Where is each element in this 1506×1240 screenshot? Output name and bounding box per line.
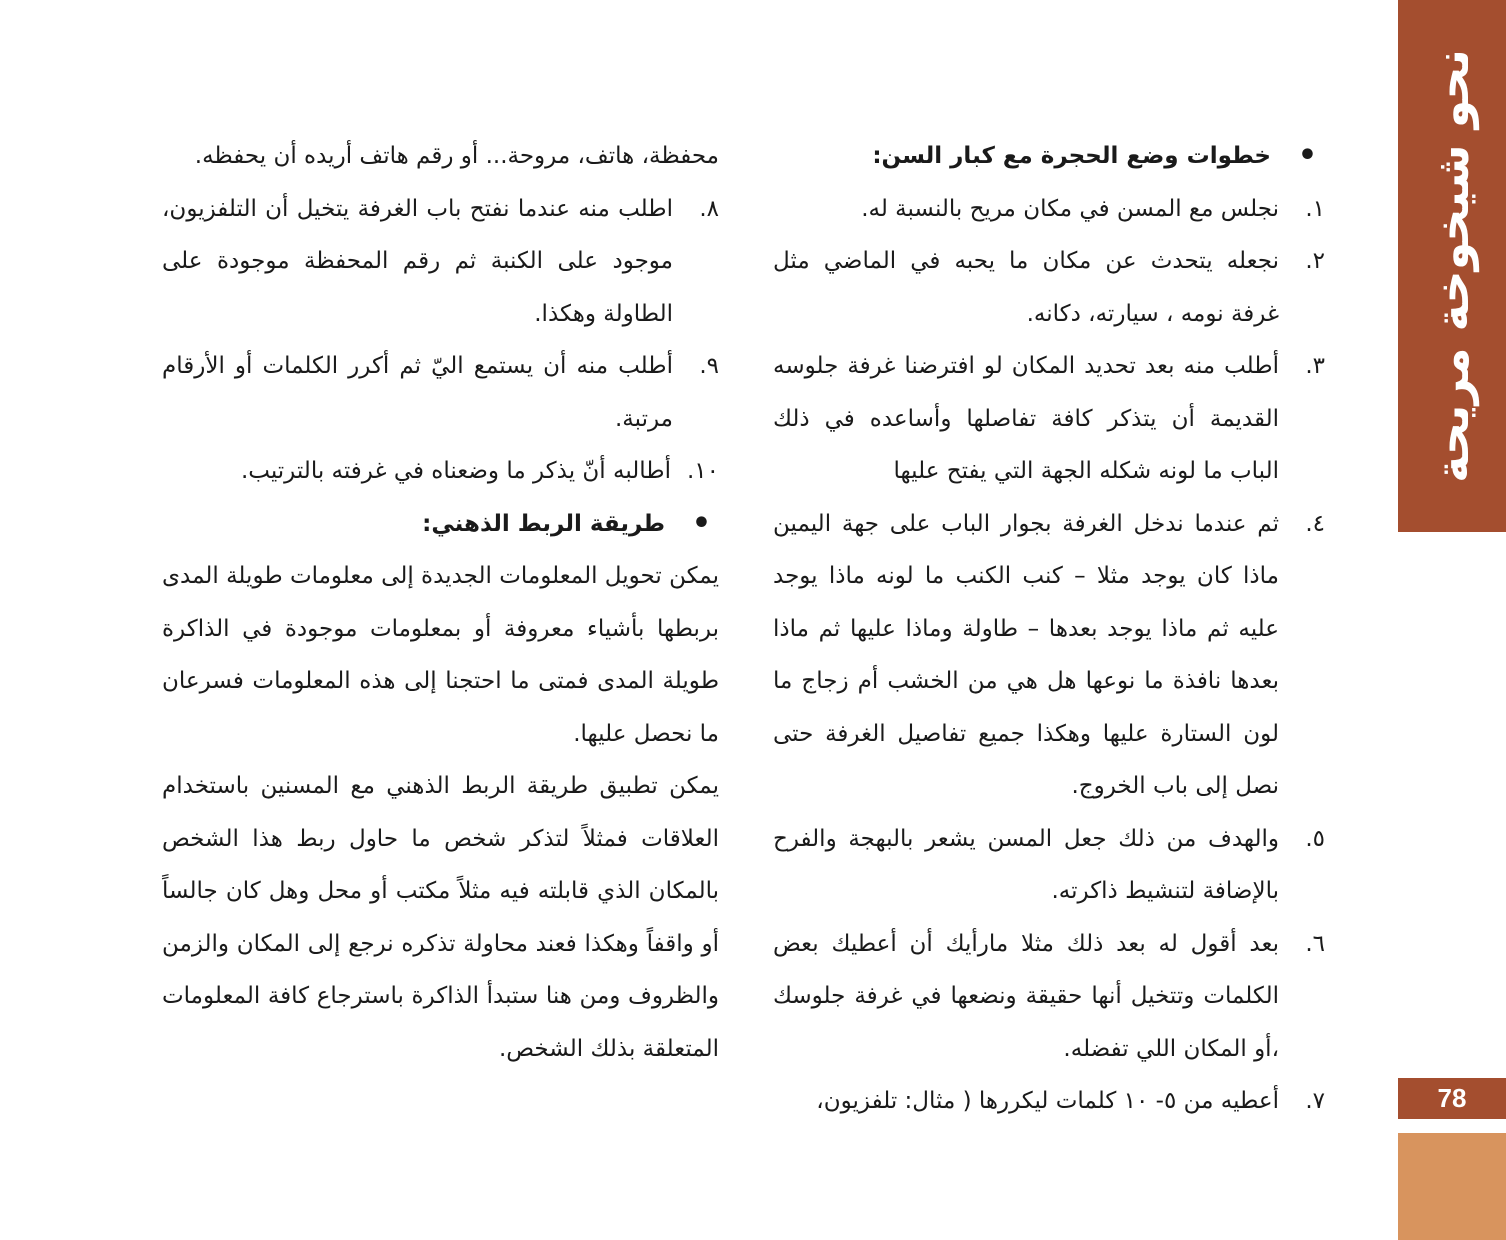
section-heading-steps: • خطوات وضع الحجرة مع كبار السن: [773,130,1325,183]
paragraph: يمكن تطبيق طريقة الربط الذهني مع المسنين باستخدام العلاقات فمثلاً لتذكر شخص ما حاول ربط هذا الشخص بالمكان الذي قابلته فيه مثلاً مكتب أو محل وهل كان جالساً أو واقفاً وهكذا فعند محاولة تذكره نرجع إلى المكان والزمن والظروف ومن هنا ستبدأ الذاكرة باسترجاع كافة المعلومات المتعلقة بذلك الشخص. [162,773,719,1062]
section-heading-mental-linking: • طريقة الربط الذهني: [162,498,719,551]
side-title-text: نحو شيخوخة مريحة [1425,49,1480,483]
list-item: ٦. بعد أقول له بعد ذلك مثلا مارأيك أن أعطيك بعض الكلمات وتتخيل أنها حقيقة ونضعها في غرفة جلوسك ،أو المكان اللي تفضله. [773,930,1325,1062]
list-item: ٢. نجعله يتحدث عن مكان ما يحبه في الماضي مثل غرفة نومه ، سيارته، دكانه. [773,248,1325,327]
list-item: ٣. أطلب منه بعد تحديد المكان لو افترضنا غرفة جلوسه القديمة أن يتذكر كافة تفاصلها وأساعده في ذلك الباب ما لونه شكله الجهة التي يفتح عليها [773,353,1325,484]
continuation-text: محفظة، هاتف، مروحة... أو رقم هاتف أريده أن يحفظه. [194,143,719,169]
list-item: ٥. والهدف من ذلك جعل المسن يشعر بالبهجة والفرح بالإضافة لتنشيط ذاكرته. [773,825,1325,904]
list-item: ٩. أطلب منه أن يستمع اليّ ثم أكرر الكلمات أو الأرقام مرتبة. [162,353,719,432]
left-column [162,130,719,1075]
side-title [1398,0,1506,532]
bullet-icon: • [1297,138,1317,173]
page-number: 78 [1398,1078,1506,1119]
decorative-block [1398,1133,1506,1240]
list-item: ١. نجلس مع المسن في مكان مريح بالنسبة له. [861,195,1325,222]
list-item: ٤. ثم عندما ندخل الغرفة بجوار الباب على جهة اليمين ماذا كان يوجد مثلا – كنب الكنب ما لونه ماذا يوجد عليه ثم ماذا يوجد بعدها – طاولة وماذا عليها ثم ماذا بعدها نافذة ما نوعها هل هي من الخشب أم زجاج ما لون الستارة عليها وهكذا جميع تفاصيل الغرفة حتى نصل إلى باب الخروج. [773,510,1325,799]
list-item: ٨. اطلب منه عندما نفتح باب الغرفة يتخيل أن التلفزيون، موجود على الكنبة ثم رقم المحفظة موجودة على الطاولة وهكذا. [162,195,719,327]
right-column [773,130,1325,1128]
list-item: ١٠. أطالبه أنّ يذكر ما وضعناه في غرفته بالترتيب. [240,458,719,484]
bullet-icon: • [691,505,711,541]
paragraph: يمكن تحويل المعلومات الجديدة إلى معلومات طويلة المدى بربطها بأشياء معروفة أو بمعلومات موجودة في الذاكرة طويلة المدى فمتى ما احتجنا إلى هذه المعلومات فسرعان ما نحصل عليها. [162,563,719,747]
side-tab [1398,0,1506,532]
list-item: ٧. أعطيه من ٥- ١٠ كلمات ليكررها ( مثال: تلفزيون، [816,1088,1325,1114]
